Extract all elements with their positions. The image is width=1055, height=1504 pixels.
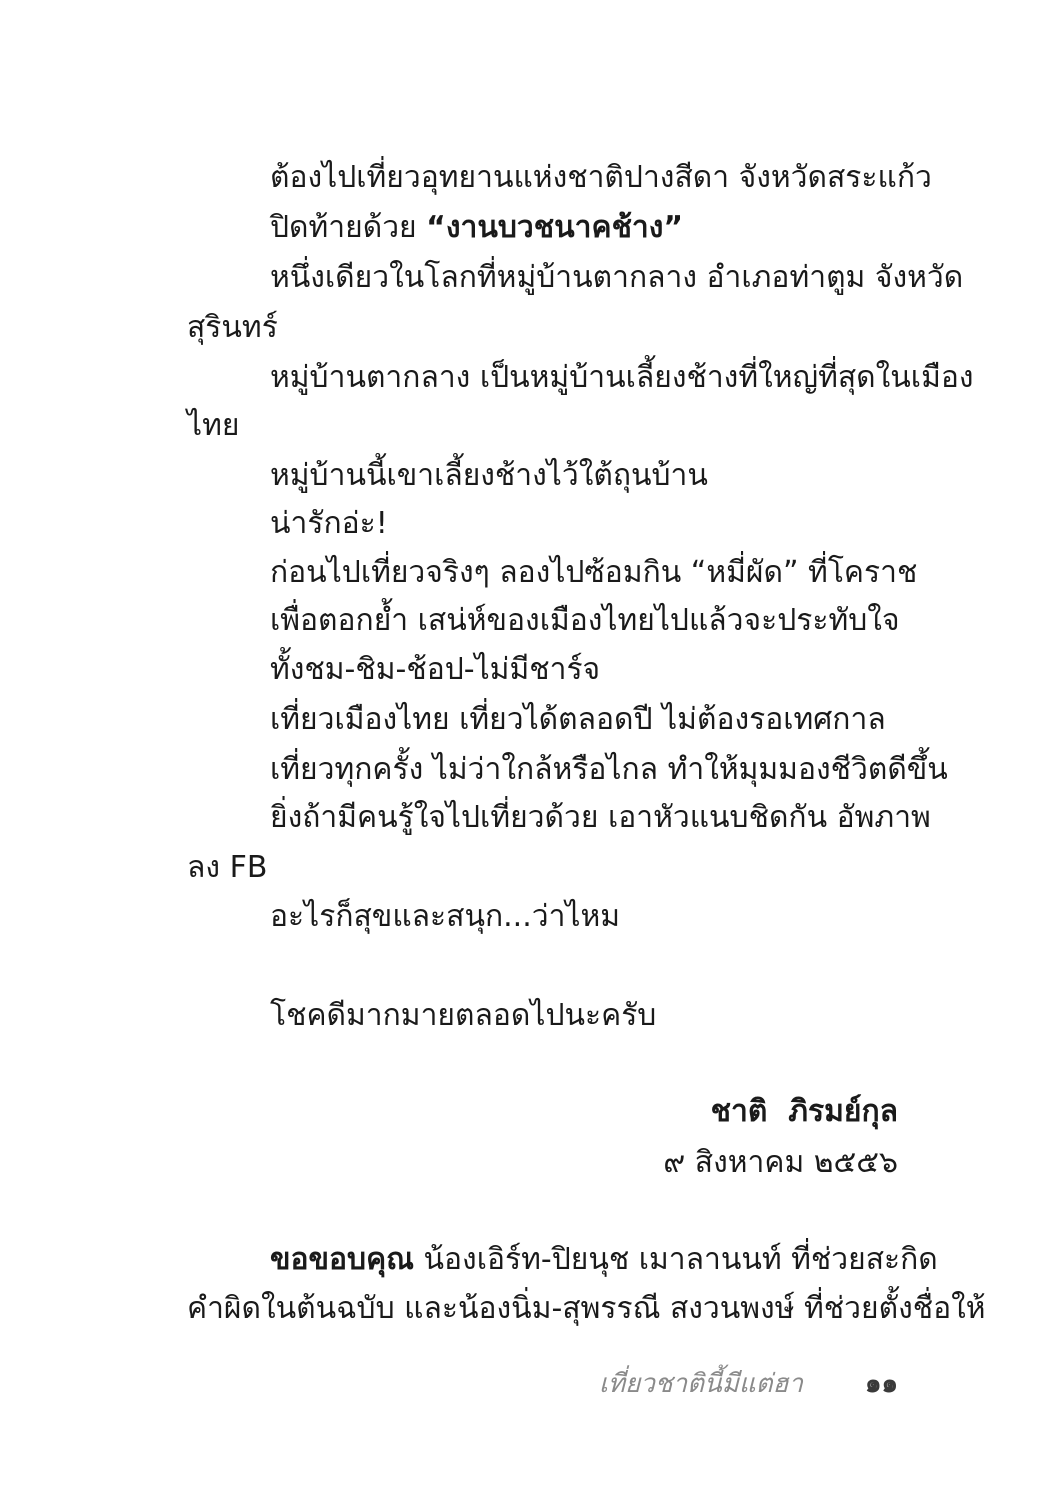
acknowledgement-label: ขอขอบคุณ xyxy=(270,1242,414,1277)
text-line: โชคดีมากมายตลอดไปนะครับ xyxy=(270,998,657,1033)
text-line: หมู่บ้านตากลาง เป็นหมู่บ้านเลี้ยงช้างที่ใหญ่ที่สุดในเมือง xyxy=(270,360,974,395)
page-number: ๑๑ xyxy=(864,1369,898,1399)
text-line: ทั้งชม-ชิม-ช้อป-ไม่มีชาร์จ xyxy=(270,652,601,687)
text-line: ก่อนไปเที่ยวจริงๆ ลองไปซ้อมกิน “หมี่ผัด” ที่โคราช xyxy=(270,555,918,590)
acknowledgement-text: น้องเอิร์ท-ปิยนุช เมาลานนท์ ที่ช่วยสะกิด xyxy=(414,1242,938,1277)
text-line: เพื่อตอกย้ำ เสน่ห์ของเมืองไทยไปแล้วจะประทับใจ xyxy=(270,603,900,638)
acknowledgement-line-2: คำผิดในต้นฉบับ และน้องนิ่ม-สุพรรณี สงวนพงษ์ ที่ช่วยตั้งชื่อให้ xyxy=(187,1291,986,1326)
text-line: หนึ่งเดียวในโลกที่หมู่บ้านตากลาง อำเภอท่าตูม จังหวัด xyxy=(270,260,964,295)
text-line: เที่ยวเมืองไทย เที่ยวได้ตลอดปี ไม่ต้องรอเทศกาล xyxy=(270,702,886,737)
text-line-closing xyxy=(270,208,683,248)
text-line: ไทย xyxy=(187,408,240,443)
text-line: อะไรก็สุขและสนุก...ว่าไหม xyxy=(270,899,621,934)
text-line: ต้องไปเที่ยวอุทยานแห่งชาติปางสีดา จังหวัดสระแก้ว xyxy=(270,160,932,195)
text-line: น่ารักอ่ะ! xyxy=(270,506,388,541)
text-line: ยิ่งถ้ามีคนรู้ใจไปเที่ยวด้วย เอาหัวแนบชิดกัน อัพภาพ xyxy=(270,800,931,835)
author-name: ชาติ ภิรมย์กุล xyxy=(710,1094,898,1129)
book-title: เที่ยวชาตินี้มีแต่ฮา xyxy=(598,1369,803,1399)
acknowledgement-line-1 xyxy=(270,1240,938,1280)
closing-highlight: “งานบวชนาคช้าง” xyxy=(426,210,684,245)
text-line: ลง FB xyxy=(187,850,268,885)
closing-prefix: ปิดท้ายด้วย xyxy=(270,210,427,245)
signature-date: ๙ สิงหาคม ๒๕๕๖ xyxy=(663,1145,898,1180)
text-line: สุรินทร์ xyxy=(187,310,278,345)
text-line: หมู่บ้านนี้เขาเลี้ยงช้างไว้ใต้ถุนบ้าน xyxy=(270,458,708,493)
text-line: เที่ยวทุกครั้ง ไม่ว่าใกล้หรือไกล ทำให้มุมมองชีวิตดีขึ้น xyxy=(270,752,948,787)
page-footer xyxy=(600,1362,898,1406)
